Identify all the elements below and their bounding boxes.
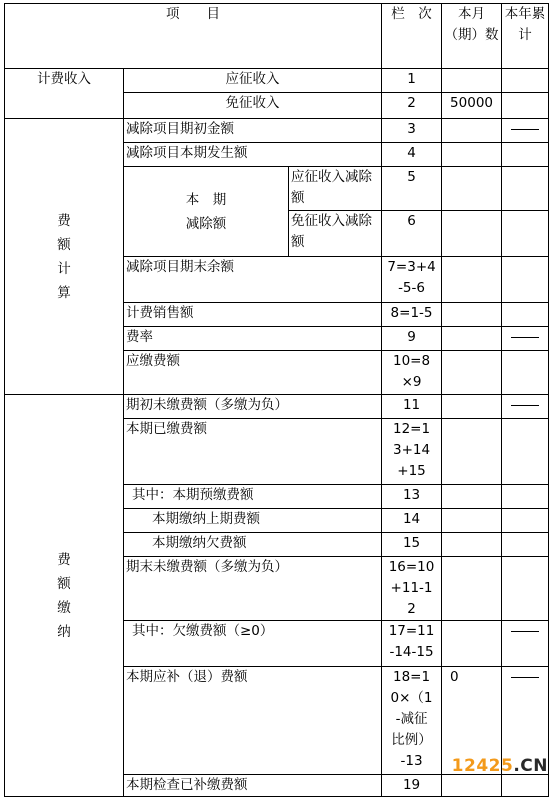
line-cell: 5 — [382, 167, 442, 211]
year-cell-disabled — [502, 621, 549, 667]
item-cell: 减除项目期初金额 — [124, 119, 382, 143]
line-cell: 13 — [382, 485, 442, 509]
month-cell[interactable] — [442, 557, 502, 621]
watermark-number: 12425 — [451, 756, 514, 776]
year-cell-disabled — [502, 327, 549, 351]
dash-mark — [511, 631, 539, 632]
month-cell[interactable] — [442, 167, 502, 211]
month-cell[interactable] — [442, 303, 502, 327]
year-cell[interactable] — [502, 775, 549, 797]
header-year: 本年累计 — [502, 4, 549, 69]
current-deduction-label: 本 期 减除额 — [124, 167, 289, 257]
section-label-text: 费额缴纳 — [57, 551, 71, 640]
item-cell: 期末未缴费额（多缴为负） — [124, 557, 382, 621]
month-cell[interactable] — [442, 533, 502, 557]
line-cell: 9 — [382, 327, 442, 351]
month-cell[interactable] — [442, 509, 502, 533]
month-cell[interactable] — [442, 119, 502, 143]
month-cell[interactable] — [442, 351, 502, 395]
item-cell: 免征收入减除额 — [289, 211, 382, 257]
month-cell[interactable]: 50000 — [442, 93, 502, 119]
line-cell — [382, 257, 442, 303]
item-cell: 本期已缴费额 — [124, 419, 382, 485]
item-cell: 其中：本期预缴费额 — [124, 485, 382, 509]
month-cell[interactable] — [442, 69, 502, 93]
header-row — [5, 4, 549, 69]
item-cell: 减除项目期末余额 — [124, 257, 382, 303]
month-cell[interactable] — [442, 775, 502, 797]
month-cell[interactable] — [442, 143, 502, 167]
line-cell: 3 — [382, 119, 442, 143]
item-cell: 本期缴纳上期费额 — [124, 509, 382, 533]
header-item: 项 目 — [5, 4, 382, 69]
line-cell — [382, 621, 442, 667]
line-formula: 7=3+4-5-6 — [387, 259, 436, 296]
item-cell: 计费销售额 — [124, 303, 382, 327]
line-cell: 15 — [382, 533, 442, 557]
dash-mark — [511, 337, 539, 338]
line-cell — [382, 557, 442, 621]
month-cell[interactable] — [442, 327, 502, 351]
header-month: 本月（期）数 — [442, 4, 502, 69]
item-cell: 免征收入 — [124, 93, 382, 119]
year-cell[interactable] — [502, 69, 549, 93]
line-cell: 19 — [382, 775, 442, 797]
section-label-fee-payment — [5, 395, 124, 797]
line-cell: 11 — [382, 395, 442, 419]
item-cell: 应征收入减除额 — [289, 167, 382, 211]
item-cell: 应缴费额 — [124, 351, 382, 395]
year-cell[interactable] — [502, 93, 549, 119]
month-cell[interactable] — [442, 395, 502, 419]
line-cell: 8=1-5 — [382, 303, 442, 327]
watermark-domain: .CN — [513, 756, 548, 776]
item-cell: 减除项目本期发生额 — [124, 143, 382, 167]
line-cell — [382, 351, 442, 395]
item-cell: 本期缴纳欠费额 — [124, 533, 382, 557]
site-watermark-logo — [452, 756, 548, 776]
month-cell[interactable] — [442, 419, 502, 485]
table-row — [5, 395, 549, 419]
line-formula: 18=10×（1-减征比例）-13 — [390, 669, 433, 769]
section-label-billing-income: 计费收入 — [5, 69, 124, 119]
item-cell: 应征收入 — [124, 69, 382, 93]
year-cell[interactable] — [502, 211, 549, 257]
month-cell[interactable]: 0 — [442, 667, 502, 775]
dash-mark — [511, 405, 539, 406]
month-cell[interactable] — [442, 257, 502, 303]
table-row — [5, 69, 549, 93]
line-formula: 17=11-14-15 — [388, 623, 435, 660]
table-row — [5, 119, 549, 143]
year-cell-disabled — [502, 395, 549, 419]
line-cell: 4 — [382, 143, 442, 167]
line-formula: 12=13+14+15 — [392, 421, 431, 479]
year-cell[interactable] — [502, 419, 549, 485]
year-cell-disabled — [502, 119, 549, 143]
dash-mark — [511, 129, 539, 130]
section-label-fee-calc — [5, 119, 124, 395]
item-cell: 期初未缴费额（多缴为负） — [124, 395, 382, 419]
line-cell: 2 — [382, 93, 442, 119]
year-cell[interactable] — [502, 485, 549, 509]
month-cell[interactable] — [442, 211, 502, 257]
item-cell: 费率 — [124, 327, 382, 351]
year-cell[interactable] — [502, 533, 549, 557]
year-cell[interactable] — [502, 143, 549, 167]
year-cell[interactable] — [502, 303, 549, 327]
line-cell: 6 — [382, 211, 442, 257]
item-cell: 其中：欠缴费额（≥0） — [124, 621, 382, 667]
item-cell: 本期检查已补缴费额 — [124, 775, 382, 797]
item-cell: 本期应补（退）费额 — [124, 667, 382, 775]
year-cell[interactable] — [502, 167, 549, 211]
year-cell[interactable] — [502, 351, 549, 395]
header-line-no: 栏 次 — [382, 4, 442, 69]
year-cell[interactable] — [502, 557, 549, 621]
year-cell[interactable] — [502, 509, 549, 533]
month-cell[interactable] — [442, 621, 502, 667]
section-label-text: 费额计算 — [57, 212, 71, 301]
line-cell: 14 — [382, 509, 442, 533]
line-cell — [382, 419, 442, 485]
line-cell — [382, 667, 442, 775]
line-formula: 16=10+11-12 — [388, 559, 435, 617]
month-cell[interactable] — [442, 485, 502, 509]
line-formula: 10=8×9 — [392, 353, 431, 390]
fee-declaration-table — [4, 3, 549, 797]
year-cell[interactable] — [502, 257, 549, 303]
line-cell: 1 — [382, 69, 442, 93]
dash-mark — [511, 677, 539, 678]
